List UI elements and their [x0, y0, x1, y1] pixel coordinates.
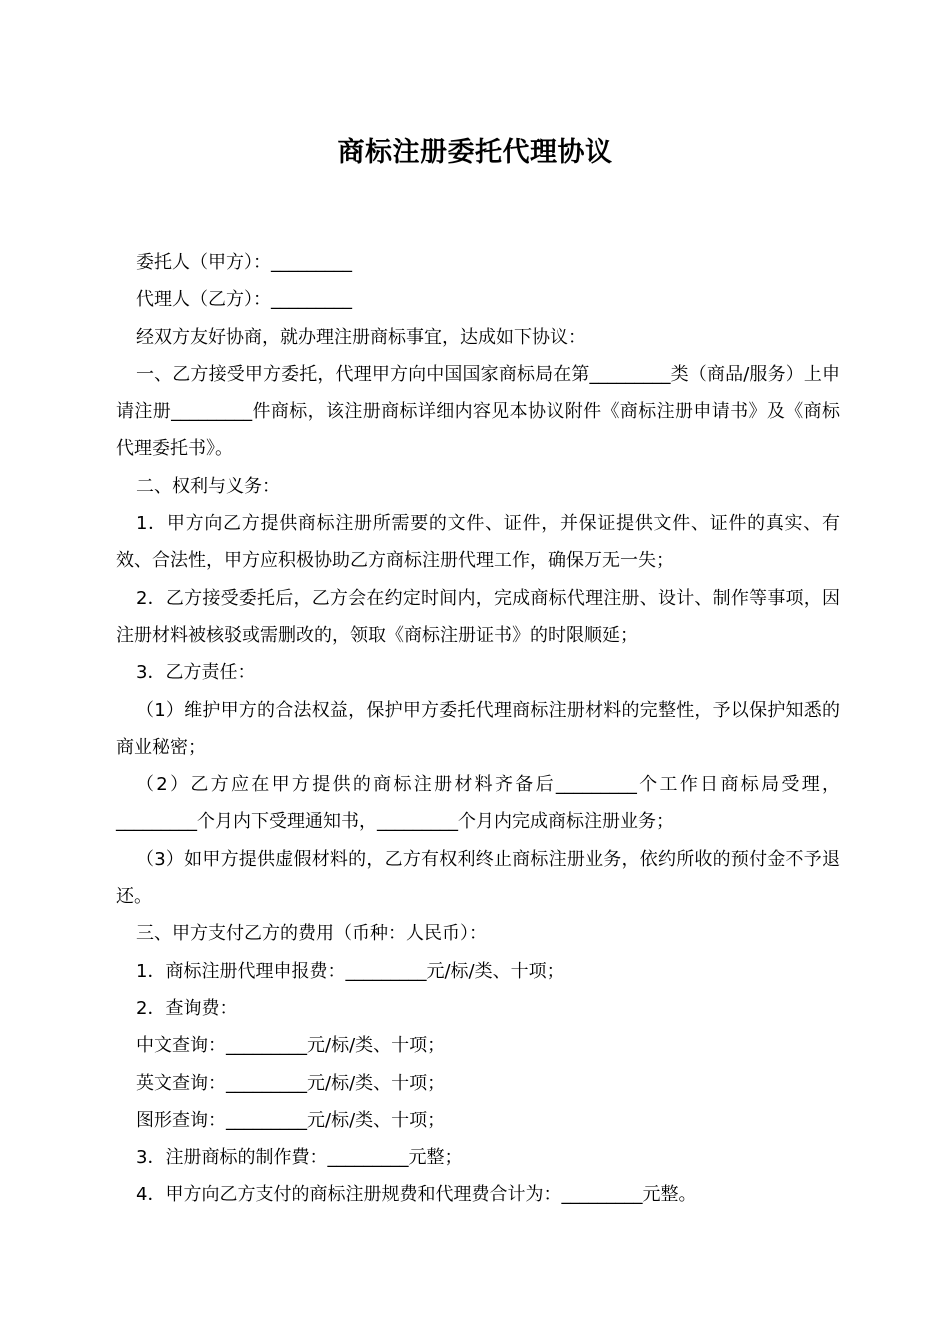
paragraph-clause-2-item-2: 2．乙方接受委托后，乙方会在约定时间内，完成商标代理注册、设计、制作等事项，因注册材料被核驳或需删改的，领取《商标注册证书》的时限顺延； [116, 587, 840, 646]
paragraph-clause-2-item-1: 1．甲方向乙方提供商标注册所需要的文件、证件，并保证提供文件、证件的真实、有效、合法性，甲方应积极协助乙方商标注册代理工作，确保万无一失； [116, 513, 840, 572]
paragraph-agent: 代理人（乙方）：_________ [136, 289, 352, 311]
paragraph-fee-graphic-search: 图形查询：_________元/标/类、十项； [136, 1109, 446, 1131]
paragraph-fee-chinese-search: 中文查询：_________元/标/类、十项； [136, 1035, 446, 1057]
paragraph-principal: 委托人（甲方）：_________ [136, 252, 352, 273]
paragraph-clause-2-item-3: 3．乙方责任： [136, 662, 256, 684]
paragraph-clause-2-heading: 二、权利与义务： [136, 475, 280, 497]
paragraph-fee-2: 2．查询费： [136, 997, 238, 1019]
paragraph-responsibility-3: （3）如甲方提供虚假材料的，乙方有权利终止商标注册业务，依约所收的预付金不予退还。 [116, 848, 840, 908]
paragraph-fee-3: 3．注册商标的制作費：_________元整； [136, 1147, 463, 1169]
paragraph-fee-english-search: 英文查询：_________元/标/类、十项； [136, 1072, 446, 1094]
paragraph-clause-1: 一、乙方接受甲方委托，代理甲方向中国国家商标局在第_________类（商品/服务）上申请注册_________件商标，该注册商标详细内容见本协议附件《商标注册申请书》及《商标代理委托书》。 [116, 363, 840, 460]
paragraph-clause-3-heading: 三、甲方支付乙方的费用（币种：人民币）： [136, 923, 487, 945]
paragraph-responsibility-2: （2）乙方应在甲方提供的商标注册材料齐备后_________个工作日商标局受理，_________个月内下受理通知书，_________个月内完成商标注册业务； [116, 774, 840, 833]
paragraph-preamble: 经双方友好协商，就办理注册商标事宜，达成如下协议： [136, 326, 586, 348]
paragraph-fee-1: 1．商标注册代理申报费：_________元/标/类、十项； [136, 960, 565, 982]
document-title: 商标注册委托代理协议 [337, 137, 613, 168]
document-body [116, 244, 840, 1214]
paragraph-responsibility-1: （1）维护甲方的合法权益，保护甲方委托代理商标注册材料的完整性，予以保护知悉的商业秘密； [116, 699, 840, 758]
paragraph-fee-4: 4．甲方向乙方支付的商标注册规费和代理费合计为：_________元整。 [136, 1184, 697, 1206]
